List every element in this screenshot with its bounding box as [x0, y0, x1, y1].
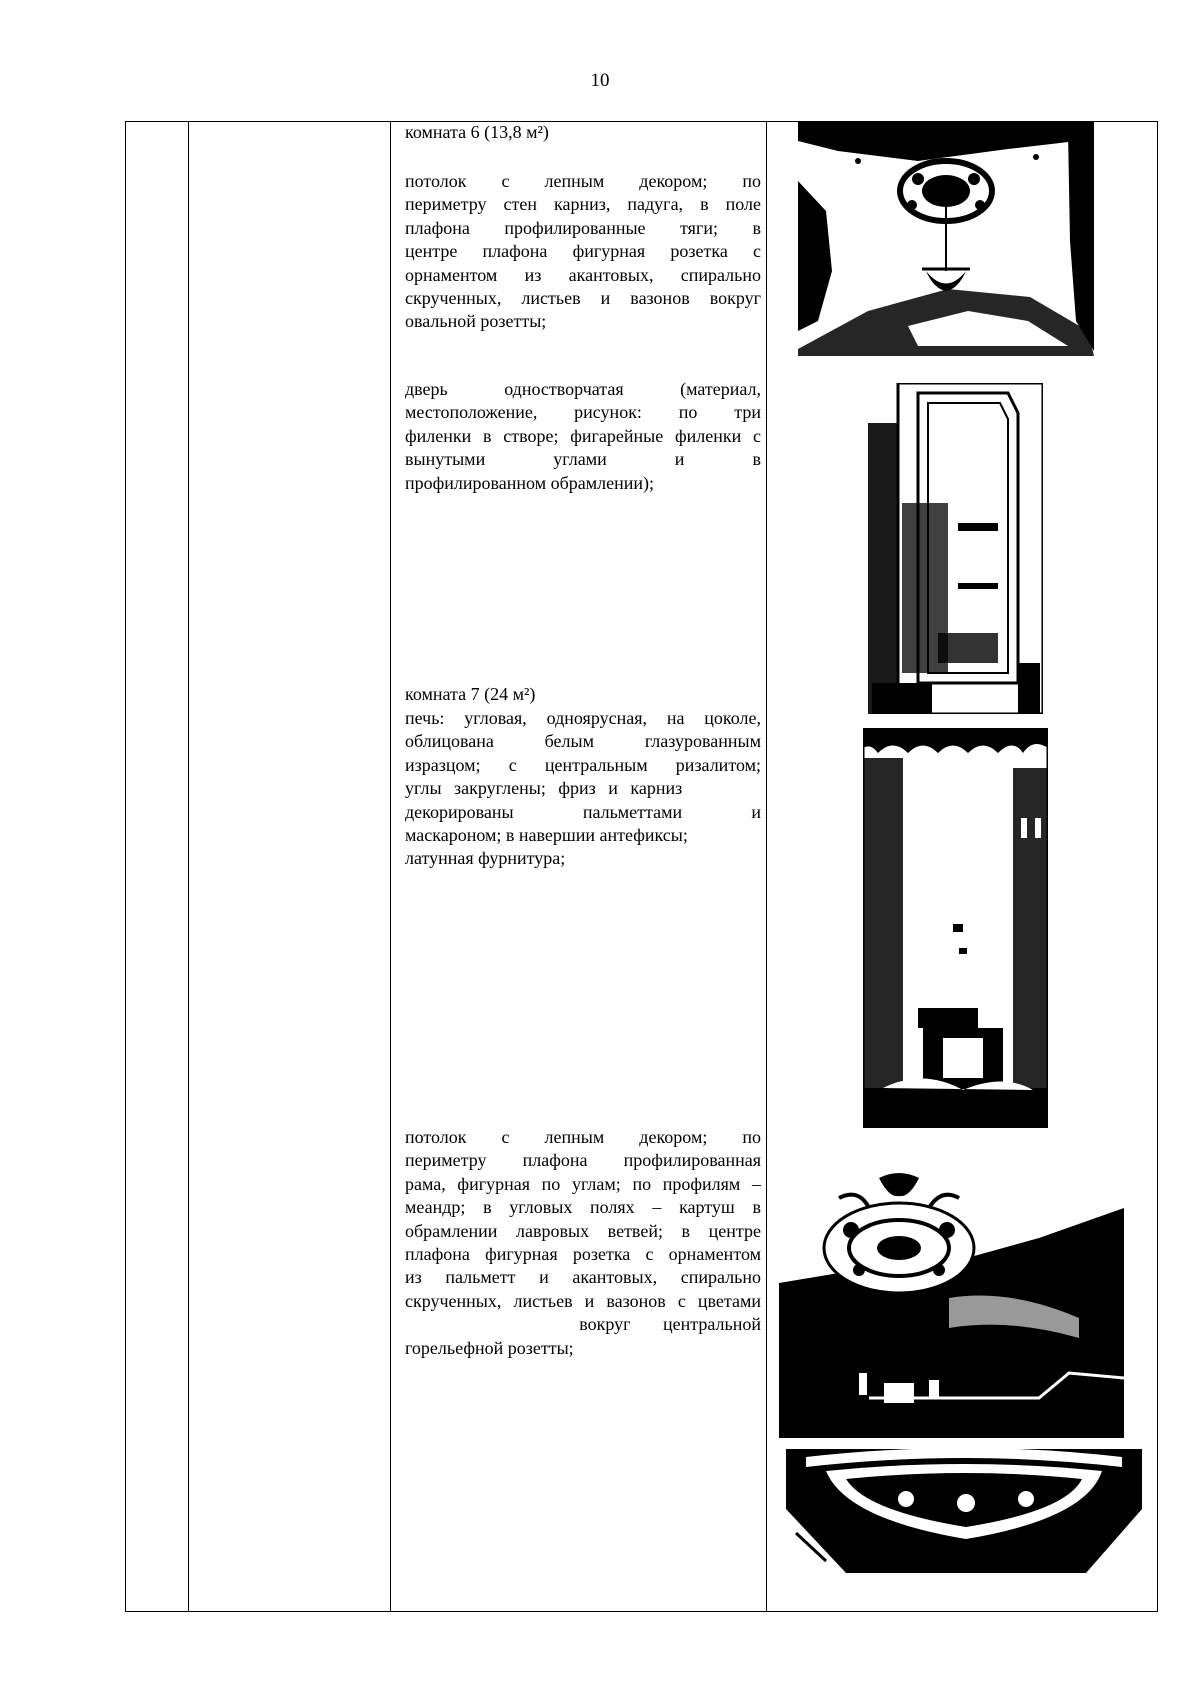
- text-line: латунная фурнитура;: [405, 848, 566, 869]
- text-line: потолок с лепным декором; по: [405, 1127, 761, 1147]
- room6-door-description: [405, 378, 761, 495]
- column-divider-3: [766, 122, 767, 1611]
- text-line: декорированы пальметтами и: [405, 801, 761, 822]
- text-line: местоположение, рисунок: по три: [405, 402, 761, 423]
- text-line: печь: угловая, одноярусная, на цоколе,: [405, 708, 761, 728]
- room6-heading-text: комната 6 (13,8 м²): [405, 122, 549, 142]
- room6-ceiling-description: [405, 170, 761, 334]
- room6-heading: [405, 121, 761, 144]
- column-divider-2: [390, 122, 391, 1611]
- text-line: центре плафона фигурная розетка с: [405, 241, 761, 262]
- text-line: скрученных, листьев и вазонов вокруг: [405, 288, 761, 309]
- room7-heading: [405, 683, 761, 706]
- text-line: профилированном обрамлении);: [405, 472, 655, 493]
- text-line: скрученных, листьев и вазонов с цветами: [405, 1290, 761, 1311]
- text-line: плафона профилированные тяги; в: [405, 217, 761, 238]
- page-number: 10: [590, 70, 610, 91]
- room7-ceiling-photo: [779, 1168, 1124, 1438]
- text-line: рама, фигурная по углам; по профилям –: [405, 1173, 761, 1194]
- text-line: изразцом; с центральным ризалитом;: [405, 754, 761, 775]
- room7-stove-description: [405, 707, 761, 871]
- text-line: маскароном; в навершии антефиксы;: [405, 825, 688, 846]
- text-line: плафона фигурная розетка с орнаментом: [405, 1244, 761, 1265]
- text-line: меандр; в угловых полях – картуш в: [405, 1197, 761, 1218]
- text-line: дверь одностворчатая (материал,: [405, 379, 761, 399]
- room6-ceiling-photo: [798, 121, 1094, 356]
- text-line: углы закруглены; фриз и карниз: [405, 778, 683, 799]
- column-divider-1: [188, 122, 189, 1611]
- text-line: облицована белым глазурованным: [405, 731, 761, 752]
- text-line: филенки в створе; фигарейные филенки с: [405, 425, 761, 446]
- room7-stove-photo: [863, 728, 1048, 1128]
- room7-heading-text: комната 7 (24 м²): [405, 684, 536, 704]
- text-line: вынутыми углами и в: [405, 449, 761, 470]
- text-line: обрамлении лавровых ветвей; в центре: [405, 1220, 761, 1241]
- text-line: потолок с лепным декором; по: [405, 171, 761, 191]
- text-line: периметру стен карниз, падуга, в поле: [405, 194, 761, 215]
- text-line: овальной розетты;: [405, 311, 547, 332]
- room7-ceiling-detail-photo: [786, 1449, 1142, 1573]
- text-line: из пальметт и акантовых, спирально: [405, 1267, 761, 1288]
- text-line: периметру плафона профилированная: [405, 1150, 761, 1171]
- room7-ceiling-description: [405, 1126, 761, 1360]
- text-line: орнаментом из акантовых, спирально: [405, 264, 761, 285]
- room6-door-photo: [868, 383, 1043, 714]
- text-line: вокруг центральной: [579, 1314, 761, 1335]
- text-line: горельефной розетты;: [405, 1337, 574, 1358]
